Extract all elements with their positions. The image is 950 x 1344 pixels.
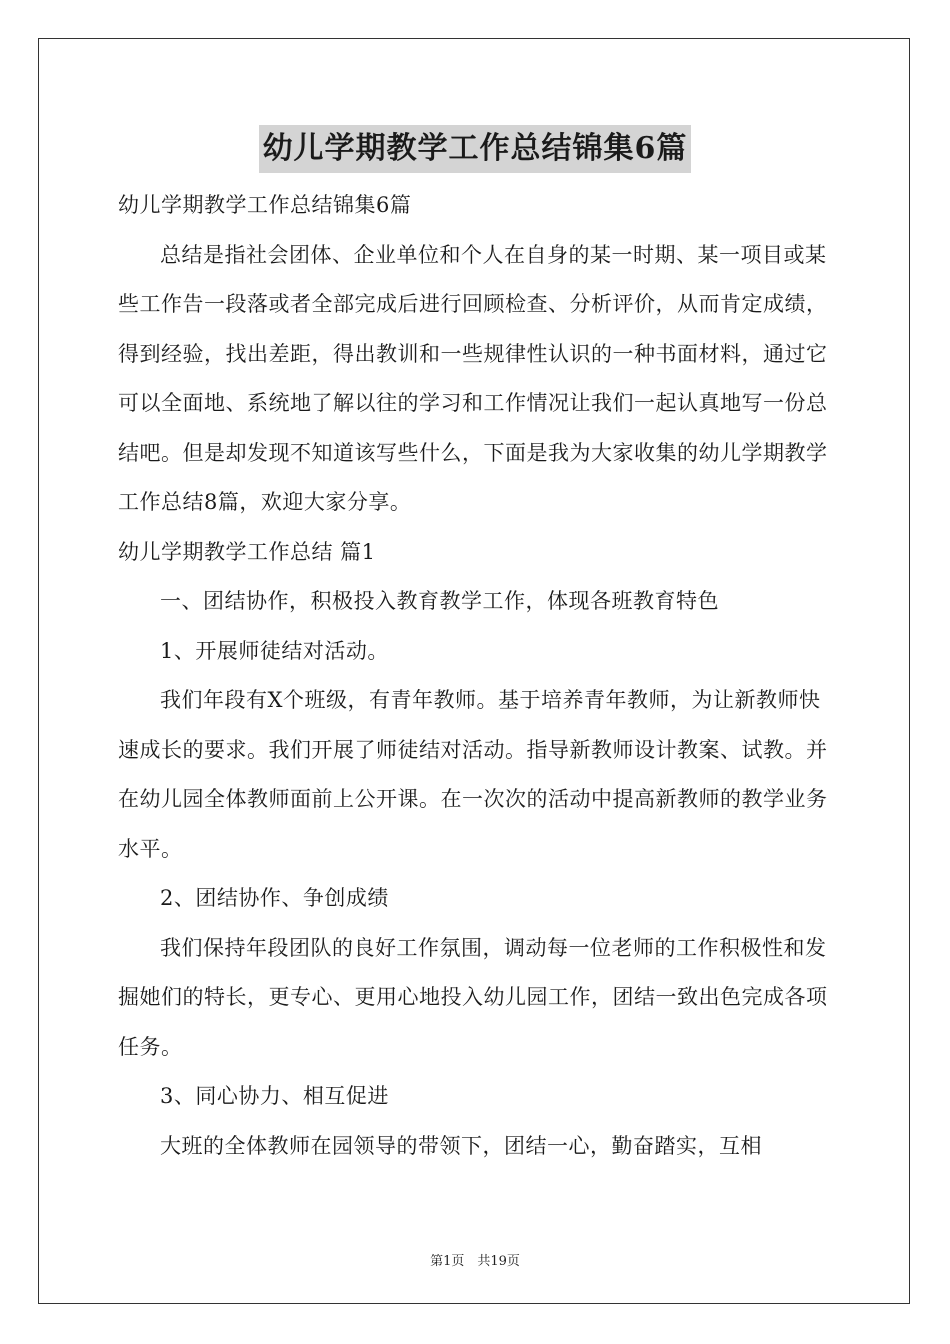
document-title: 幼儿学期教学工作总结锦集6篇 <box>259 125 692 173</box>
paragraph: 3、同心协力、相互促进 <box>160 1084 389 1108</box>
document-body <box>118 181 834 1171</box>
paragraph: 幼儿学期教学工作总结 篇1 <box>118 539 376 564</box>
paragraph: 幼儿学期教学工作总结锦集6篇 <box>118 193 412 217</box>
paragraph: 2、团结协作、争创成绩 <box>160 886 389 910</box>
paragraph: 一、团结协作，积极投入教育教学工作，体现各班教育特色 <box>160 589 719 613</box>
paragraph: 我们年段有X个班级，有青年教师。基于培养青年教师，为让新教师快速成长的要求。我们开展了师徒结对活动。指导新教师设计教案、试教。并在幼儿园全体教师面前上公开课。在一次次的活动中提高新教师的教学业务水平。 <box>118 688 828 861</box>
page-footer: 第1页 共19页 <box>430 1254 520 1269</box>
paragraph: 我们保持年段团队的良好工作氛围，调动每一位老师的工作积极性和发掘她们的特长，更专心、更用心地投入幼儿园工作，团结一致出色完成各项任务。 <box>118 935 828 1059</box>
paragraph: 总结是指社会团体、企业单位和个人在自身的某一时期、某一项目或某些工作告一段落或者全部完成后进行回顾检查、分析评价，从而肯定成绩，得到经验，找出差距，得出教训和一些规律性认识的一种书面材料，通过它可以全面地、系统地了解以往的学习和工作情况让我们一起认真地写一份总结吧。但是却发现不知道该写些什么，下面是我为大家收集的幼儿学期教学工作总结8篇，欢迎大家分享。 <box>118 242 828 514</box>
paragraph: 大班的全体教师在园领导的带领下，团结一心，勤奋踏实，互相 <box>160 1133 762 1158</box>
title-block <box>0 125 950 173</box>
paragraph: 1、开展师徒结对活动。 <box>160 638 389 663</box>
